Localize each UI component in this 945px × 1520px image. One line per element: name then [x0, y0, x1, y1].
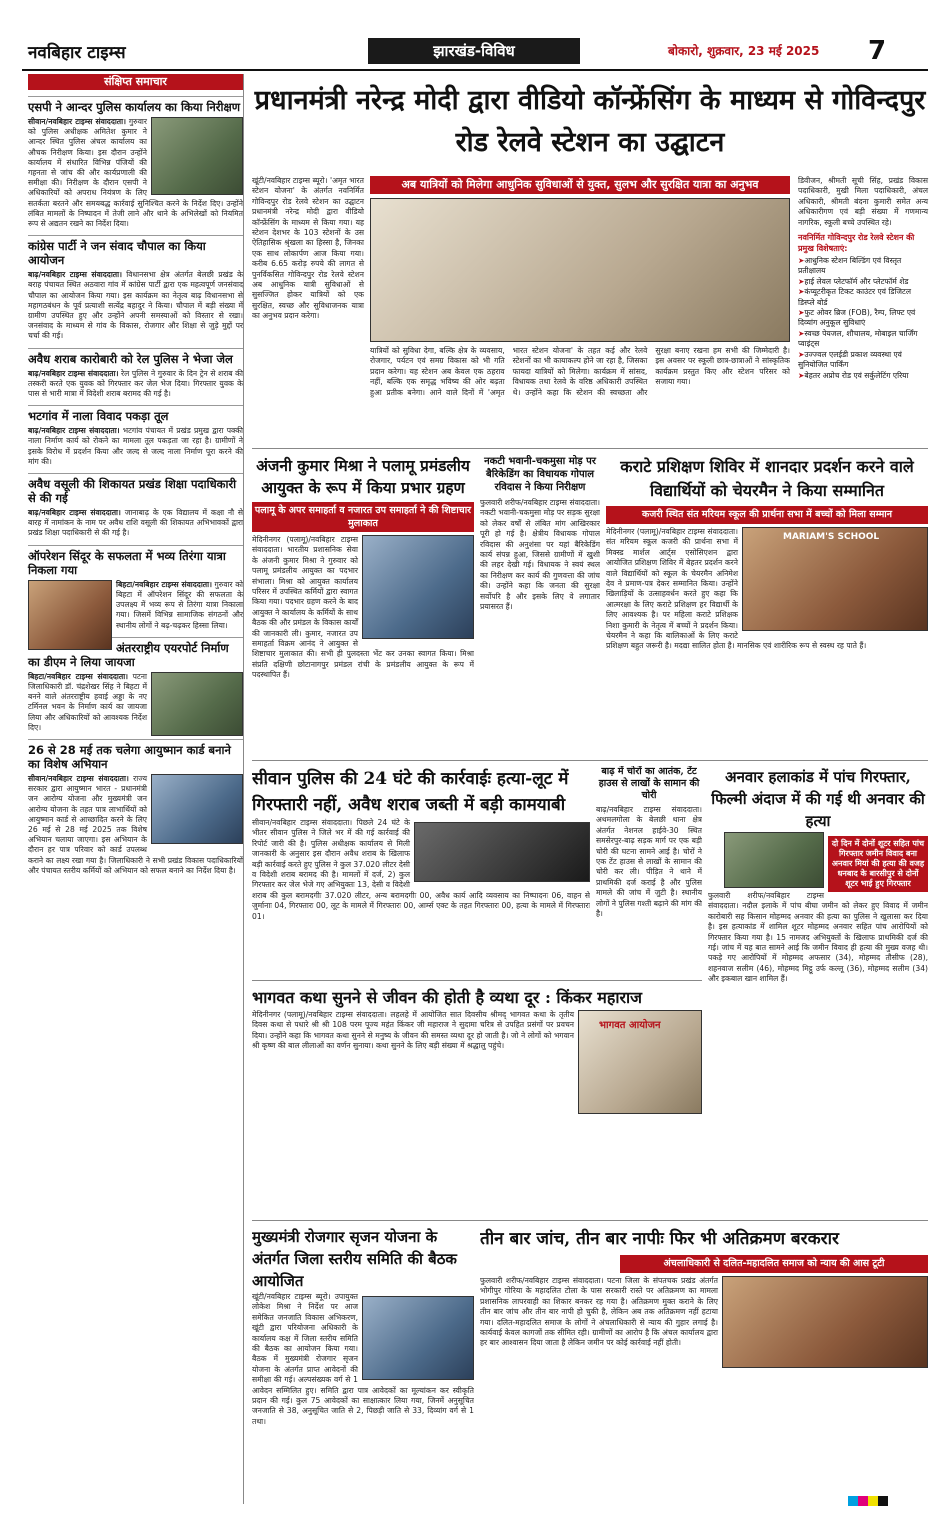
karate-photo	[742, 527, 928, 631]
brief-liquor-jail	[28, 348, 243, 400]
masthead	[0, 0, 945, 70]
mishra-photo	[362, 535, 474, 639]
story-ravidas	[480, 455, 600, 755]
brief-lead: बाढ़/नवबिहार टाइम्स संवाददाता।	[28, 508, 121, 518]
brief-body: विधानसभा क्षेत्र अंतर्गत बेलछी प्रखंड के बराह पंचायत स्थित अठवारा गांव में कांग्रेस पार्टी द्वारा एक महत्वपूर्ण जनसंवाद चौपाल का आयोजन किया गया। इस कार्यक्रम का नेतृत्व बाढ़ विधानसभा से महागठबंधन के पूर्व प्रत्याशी सत्येंद्र बहादुर ने किया। चौपाल में बड़ी संख्या में ग्रामीण उपस्थित हुए और उन्होंने अपनी समस्याओं को विस्तार से रखा। जनसंवाद के माध्यम से गांव के विकास, रोजगार और शिक्षा से जुड़े मुद्दों पर चर्चा की गई।	[28, 270, 243, 341]
brief-airport-dm	[28, 637, 243, 733]
karate-headline: कराटे प्रशिक्षण शिविर में शानदार प्रदर्शन करने वाले विद्यार्थियों को चेयरमैन ने किया सम्मानित	[620, 457, 914, 500]
divider	[252, 1220, 928, 1221]
brief-lead: बाढ़/नवबिहार टाइम्स संवाददाता।	[28, 426, 120, 436]
feature-item: ➤ उज्ज्वल एलईडी प्रकाश व्यवस्था एवं सुनियोजित पार्किंग	[798, 350, 928, 371]
brief-title: ऑपरेशन सिंदूर के सफलता में भव्य तिरंगा यात्रा निकला गया	[28, 545, 243, 577]
brief-body: भटगांव पंचायत में प्रखंड प्रमुख द्वारा पक्की नाला निर्माण कार्य को रोकने का मामला तूल पकड़ता जा रहा है। ग्रामीणों ने इसके विरोध में प्रदर्शन किया और जल्द से जल्द नाला निर्माण पूरा करने की मांग की।	[28, 426, 243, 466]
story-mishra	[252, 455, 474, 755]
brief-lead: बाढ़/नवबिहार टाइम्स संवाददाता।	[28, 368, 119, 378]
brief-body: जानाबाढ़ के एक विद्यालय में कक्षा नौ से बारह में नामांकन के नाम पर अवैध राशि वसूली की शिकायत अभिभावकों द्वारा प्रखंड शिक्षा पदाधिकारी से की गई है।	[28, 508, 244, 538]
feature-item: ➤ बेहतर अप्रोच रोड एवं सर्कुलेटिंग एरिया	[798, 371, 928, 381]
barh-headline: बाढ़ में चोरों का आतंक, टेंट हाउस से लाखों के सामान की चोरी	[598, 766, 700, 801]
masthead-rule	[22, 69, 928, 71]
anwar-sidebar-box: दो दिन में दोनों शूटर सहित पांच गिरफ्तार जमीन विवाद बना अनवार मियां की हत्या की वजह धनबाद के बारसीपुर से दोनों शूटर भाई हुए गिरफ्तार	[828, 836, 928, 892]
story-anwar	[708, 766, 928, 1216]
siwan-body: सीवान/नवबिहार टाइम्स संवाददाता। पिछले 24 घंटे के भीतर सीवान पुलिस ने जिले भर में की गई कार्रवाई की रिपोर्ट जारी की है। पुलिस अधीक्षक कार्यालय से मिली जानकारी के अनुसार इस दौरान अवैध शराब के खिलाफ बड़ी कार्रवाई करते हुए पुलिस ने कुल 37.020 लीटर देसी व विदेशी शराब बरामद की है। मामलों में दर्ज, 2) कुल गिरफ्तार कर जेल भेजे गए अभियुक्तः 13, देसी व विदेशी शराब की कुल बरामदगीः 37.020 लीटर, अन्य बरामदगीः 00, अवैध कार्य आदि व्यवसाय का निष्पादनः 06, वाहन से जुर्मानाः 04, गिरफ्तारः 00, लूट के मामले में गिरफ्तारः 00, आर्म्स एक्ट के तहत गिरफ्तारः 00, हत्या के मामले में गिरफ्तारः 01।	[252, 818, 590, 921]
feature-item: ➤ हाई लेवल प्लेटफॉर्म और प्लेटफॉर्म शेड	[798, 277, 928, 287]
print-registration-marks	[848, 1496, 888, 1506]
brief-title: अंतरराष्ट्रीय एयरपोर्ट निर्माण का डीएम ने लिया जायजा	[28, 637, 243, 669]
lead-body: यात्रियों को सुविधा देगा, बल्कि क्षेत्र के व्यवसाय, रोजगार, पर्यटन एवं समग्र विकास को भी गति प्रदान करेगा। यह स्टेशन अब केवल एक ठहराव नहीं, बल्कि एक समृद्ध भविष्य की ओर बढ़ता हुआ प्रतीक बनेगा। आने वाले दिनों में 'अमृत भारत स्टेशन योजना' के तहत कई और रेलवे स्टेशनों का भी कायाकल्प होने जा रहा है, जिसका फायदा यात्रियों को मिलेगा। कार्यक्रम में सांसद, विधायक तथा रेलवे के वरिष्ठ अधिकारी उपस्थित थे। उन्होंने कहा कि स्टेशन की स्वच्छता और सुरक्षा बनाए रखना हम सभी की जिम्मेदारी है। इस अवसर पर स्कूली छात्र-छात्राओं ने सांस्कृतिक कार्यक्रम प्रस्तुत किए और स्टेशन परिसर को सजाया गया।	[370, 346, 790, 397]
brief-drain-dispute	[28, 405, 243, 467]
lead-intro: खूंटी/नवबिहार टाइम्स ब्यूरो। 'अमृत भारत स्टेशन योजना' के अंतर्गत नवनिर्मित गोविन्दपुर रोड रेलवे स्टेशन का उद्घाटन प्रधानमंत्री नरेन्द्र मोदी द्वारा वीडियो कॉन्फ्रेंसिंग के माध्यम से किया गया। यह स्टेशन देशभर के 103 स्टेशनों के उस ऐतिहासिक श्रृंखला का हिस्सा है, जिनका एक साथ लोकार्पण आज किया गया। करीब 6.65 करोड़ रुपये की लागत से पुनर्विकसित गोविन्दपुर रोड रेलवे स्टेशन अब आधुनिक यात्री सुविधाओं से सुसज्जित होकर यात्रियों को एक सुरक्षित, स्वच्छ और सुविधाजनक यात्रा का अनुभव प्रदान करेगा।	[252, 176, 364, 321]
cm-photo	[362, 1296, 474, 1380]
kinkar-headline: भागवत कथा सुनने से जीवन की होती है व्यथा दूर : किंकर महाराज	[252, 988, 643, 1007]
brief-congress-chaupal	[28, 235, 243, 341]
story-karate	[606, 455, 928, 755]
brief-illegal-collection	[28, 473, 243, 539]
brief-title: भटगांव में नाला विवाद पकड़ा तूल	[28, 405, 243, 423]
story-siwan	[252, 766, 590, 976]
brief-title: 26 से 28 मई तक चलेगा आयुष्मान कार्ड बनाने का विशेष अभियान	[28, 739, 243, 771]
mishra-headline: अंजनी कुमार मिश्रा ने पलामू प्रमंडलीय आयुक्त के रूप में किया प्रभार ग्रहण	[256, 456, 470, 497]
brief-body: गुरुवार को पुलिस अधीक्षक अमितेश कुमार ने आन्दर स्थित पुलिस अंचल कार्यालय का औचक निरीक्षण किया। इस दौरान उन्होंने कार्यालय में संधारित विभिन्न पंजियों की गहनता से जांच की और कार्यप्रणाली की समीक्षा की। निरीक्षण के दौरान एसपी ने अधिकारियों को अपराध नियंत्रण के लिए सतर्कता बरतने और समयबद्ध कार्रवाई सुनिश्चित करने के निर्देश दिए। उन्होंने लंबित मामलों के निष्पादन में तेजी लाने और थाने के अभिलेखों को नियमित रूप से अद्यतन रखने का निर्देश दिया।	[28, 117, 243, 229]
story-encroachment	[480, 1226, 928, 1500]
siwan-headline: सीवान पुलिस की 24 घंटे की कार्रवाईः हत्या-लूट में गिरफ्तारी नहीं, अवैध शराब जब्ती में बड़ी कामयाबी	[252, 769, 569, 815]
brief-lead: बिहटा/नवबिहार टाइम्स संवाददाता।	[116, 579, 212, 589]
divider	[252, 980, 702, 981]
brief-photo	[151, 672, 243, 736]
brief-title: अवैध वसूली की शिकायत प्रखंड शिक्षा पदाधिकारी से की गई	[28, 473, 243, 505]
divider	[252, 448, 928, 449]
brief-title: अवैध शराब कारोबारी को रेल पुलिस ने भेजा जेल	[28, 348, 243, 366]
dateline: बोकारो, शुक्रवार, 23 मई 2025	[668, 44, 820, 58]
story-cm-rozgar	[252, 1226, 474, 1500]
karate-subhead: कजरी स्थित संत मरियम स्कूल की प्रार्थना सभा में बच्चों को मिला सम्मान	[606, 506, 928, 524]
brief-sp-inspection	[28, 96, 243, 229]
brief-photo	[151, 117, 243, 195]
encroach-body: फुलवारी शरीफ/नवबिहार टाइम्स संवाददाता। पटना जिला के संपतचक प्रखंड अंतर्गत भोगीपुर गोरिया के महादलित टोला के पास सरकारी रास्ते पर अतिक्रमण का मामला प्रशासनिक लापरवाही का शिकार बनकर रह गया है। अतिक्रमण मुक्त कराने के लिए तीन बार जांच और तीन बार नापी हो चुकी है, लेकिन अब तक अतिक्रमण नहीं हटाया गया। दलित-महादलित समाज के लोगों ने अंचलाधिकारी से न्याय की गुहार लगाई है। कार्यवाई केवल कागजों तक सीमित रही। ग्रामीणों का आरोप है कि अंचल कार्यालय द्वारा हर बार आश्वासन दिया जाता है लेकिन जमीन पर कोई कार्रवाई नहीं होती।	[480, 1276, 718, 1348]
ravidas-headline: नकटी भवानी-चकमुसा मोड़ पर बैरिकेडिंग का विधायक गोपाल रविदास ने किया निरीक्षण	[484, 456, 596, 493]
encroach-subhead: अंचलाधिकारी से दलित-महादलित समाज को न्याय की आस टूटी	[620, 1255, 928, 1273]
lead-story	[252, 80, 928, 440]
encroach-headline: तीन बार जांच, तीन बार नापीः फिर भी अतिक्रमण बरकरार	[480, 1229, 839, 1249]
barh-body: बाढ़/नवबिहार टाइम्स संवाददाता। अथमलगोला के बेलछी थाना क्षेत्र अंतर्गत नेशनल हाईवे-30 स्थित समसेरपुर-बाढ़ सड़क मार्ग पर एक बड़ी चोरी की घटना सामने आई है। चोरों ने एक टेंट हाउस से लाखों के सामान की चोरी कर ली। पीड़ित ने थाने में प्राथमिकी दर्ज कराई है और पुलिस मामले की जांच में जुटी है। स्थानीय लोगों ने पुलिस गश्ती बढ़ाने की मांग की है।	[596, 805, 702, 919]
kinkar-photo	[578, 1010, 702, 1114]
brief-body: रेल पुलिस ने गुरुवार के दिन ट्रेन से शराब की तस्करी करते एक युवक को गिरफ्तार कर जेल भेज दिया। गिरफ्तार युवक के पास से भारी मात्रा में विदेशी शराब बरामद की गई है।	[28, 368, 243, 399]
brief-body: पटना जिलाधिकारी डॉ. चंद्रशेखर सिंह ने बिहटा में बनने वाले अंतरराष्ट्रीय हवाई अड्डा के नए टर्मिनल भवन के निर्माण कार्य का जायजा लिया और अधिकारियों को आवश्यक निर्देश दिए।	[28, 671, 147, 732]
briefs-sidebar	[28, 74, 244, 1504]
mishra-body: मेदिनीनगर (पलामू)/नवबिहार टाइम्स संवाददाता। भारतीय प्रशासनिक सेवा के अंजनी कुमार मिश्रा ने गुरुवार को पलामू प्रमंडलीय आयुक्त का पदभार संभाला। मिश्रा को आयुक्त कार्यालय परिसर में उपस्थित कर्मियों द्वारा स्वागत किया गया। पदभार ग्रहण करने के बाद आयुक्त ने कार्यालय के कर्मियों के साथ बैठक की और प्रमंडल के विकास कार्यों की जानकारी ली। कुमार, नजारत उप समाहर्ता विक्रम आनंद ने आयुक्त से शिष्टाचार मुलाकात की। सभी ही पुलदस्ता भेंट कर उनका स्वागत किया। मिश्रा संप्रति दक्षिणी छोटानागपुर प्रमंडल रांची के प्रमंडलीय आयुक्त के रूप में पदस्थापित हैं।	[252, 535, 474, 680]
story-barh-theft	[596, 766, 702, 976]
feature-item: ➤ कंप्यूटरीकृत टिकट काउंटर एवं डिजिटल डिस्प्ले बोर्ड	[798, 287, 928, 308]
features-title: नवनिर्मित गोविन्दपुर रोड रेलवे स्टेशन की प्रमुख विशेषताएं:	[798, 233, 915, 254]
lead-banner: अब यात्रियों को मिलेगा आधुनिक सुविधाओं से युक्त, सुलभ और सुरक्षित यात्रा का अनुभव	[370, 176, 790, 194]
brief-lead: सीवान/नवबिहार टाइम्स संवाददाता।	[28, 117, 126, 126]
divider	[252, 760, 928, 761]
siwan-photo	[414, 822, 590, 882]
encroach-photo	[722, 1276, 928, 1368]
anwar-body: फुलवारी शरीफ/नवबिहार टाइम्स संवाददाता। नदौल इलाके में पांच बीघा जमीन को लेकर हुए विवाद में जमीन कारोबारी सह किसान मोहम्मद अनवार की हत्या का पुलिस ने खुलासा कर दिया है। इस हत्याकांड में शामिल शूटर मोहम्मद अनवार सहित पांच आरोपियों को गिरफ्तार किया गया है। 15 नामजद अभियुक्तों के खिलाफ प्राथमिकी दर्ज की गई। जांच में यह बात सामने आई कि जमीन विवाद ही हत्या की मुख्य वजह थी। पकड़े गए आरोपियों में मोहम्मद अफसार (34), मोहम्मद तौसीफ (28), शहनवाज सलीम (46), मोहम्मद मिट्ठू उर्फ कल्लू (36), मोहम्मद सलीम (34) और इकबाल खान शामिल हैं।	[708, 891, 928, 984]
brief-photo	[28, 580, 112, 650]
story-kinkar	[252, 986, 702, 1216]
karate-body: मेदिनीनगर (पलामू)/नवबिहार टाइम्स संवाददाता। संत मरियम स्कूल कजरी की प्रार्थना सभा में मिक्स्ड मार्शल आर्ट्स एसोसिएशन द्वारा आयोजित प्रशिक्षण शिविर में बेहतर प्रदर्शन करने वाले विद्यार्थियों को स्कूल के चेयरमैन अनिमेश देव ने प्रमाण-पत्र देकर सम्मानित किया। उन्होंने खिलाड़ियों के उत्साहवर्धन करते हुए कहा कि आत्मरक्षा के लिए कराटे प्रशिक्षण हर विद्यार्थी के लिए आवश्यक है। पर महिला कराटे प्रशिक्षक निशा कुमारी के नेतृत्व में बच्चों ने प्रदर्शन किया। चेयरमैन ने कहा कि बालिकाओं के लिए कराटे प्रशिक्षण बहुत जरूरी है। मदद्या सालित होता है। मानसिक एवं शारीरिक रूप से स्वस्थ रह पाते हैं।	[606, 527, 867, 651]
lead-body-right: डिवीजन, श्रीमती सूची सिंह, प्रखंड विकास पदाधिकारी, मुखी मिला पदाधिकारी, अंचल अधिकारी, श्रीमती बंदना कुमारी समेत अन्य अधिकारीगण एवं बड़ी संख्या में गणमान्य नागरिक, स्कूली बच्चे उपस्थित रहे।	[798, 176, 928, 227]
paper-name: नवबिहार टाइम्स	[28, 43, 126, 63]
brief-lead: सीवान/नवबिहार टाइम्स संवाददाता।	[28, 773, 129, 783]
brief-lead: बिहटा/नवबिहार टाइम्स संवाददाता।	[28, 671, 129, 681]
anwar-headline: अनवार हलाकांड में पांच गिरफ्तार, फिल्मी अंदाज में की गई थी अनवार की हत्या	[711, 768, 925, 830]
karate-photo-banner: MARIAM'S SCHOOL	[783, 532, 880, 542]
sidebar-heading: संक्षिप्त समाचार	[28, 74, 243, 90]
ravidas-body: फुलवारी शरीफ/नवबिहार टाइम्स संवाददाता। नकटी भवानी-चकमुसा मोड़ पर सड़क सुरक्षा को लेकर वर्षों से लंबित मांग आखिरकार पूरी हो गई है। क्षेत्रीय विधायक गोपाल रविदास की अनुशंसा पर यहां बैरिकेडिंग कार्य संपन्न हुआ, जिससे ग्रामीणों में खुशी की लहर देखी गई। विधायक ने स्वयं स्थल का निरीक्षण कर कार्य की गुणवत्ता की जांच की। उन्होंने कहा कि जनता की सुरक्षा सर्वोपरि है और इसके लिए वे लगातार प्रयासरत हैं।	[480, 498, 600, 612]
kinkar-body: मेदिनीनगर (पलामू)/नवबिहार टाइम्स संवाददाता। लहलहे में आयोजित सात दिवसीय श्रीमद् भागवत कथा के तृतीय दिवस कथा से पधारे श्री श्री 108 परम पूज्य महंत किंकर जी महाराज ने सुदामा चरित्र से उपहित प्रसंगों पर प्रवचन दिया। उन्होंने कहा कि भागवत कथा सुनने से मनुष्य के जीवन की समस्त व्यथा दूर हो जाती है। जो ने लोगों को भगवान श्री कृष्ण की बाल लीलाओं का वर्णन सुनाया। कथा सुनने के लिए बड़ी संख्या में श्रद्धालु पहुंचे।	[252, 1010, 574, 1051]
brief-title: एसपी ने आन्दर पुलिस कार्यालय का किया निरीक्षण	[28, 96, 243, 114]
brief-photo	[151, 774, 243, 844]
lead-headline: प्रधानमंत्री नरेन्द्र मोदी द्वारा वीडियो कॉन्फ्रेंसिंग के माध्यम से गोविन्दपुर रोड रेलवे स्टेशन का उद्घाटन	[254, 85, 926, 158]
cm-headline: मुख्यमंत्री रोजगार सृजन योजना के अंतर्गत जिला स्तरीय समिति की बैठक आयोजित	[252, 1228, 457, 1290]
anwar-photo	[724, 832, 824, 888]
mishra-subhead: पलामू के अपर समाहर्ता व नजारत उप समाहर्ता ने की शिष्टाचार मुलाकात	[252, 502, 474, 532]
feature-item: ➤ आधुनिक स्टेशन बिल्डिंग एवं विस्तृत प्रतीक्षालय	[798, 256, 928, 277]
section-banner: झारखंड-विविध	[368, 38, 580, 64]
cm-body: खूंटी/नवबिहार टाइम्स ब्यूरो। उपायुक्त लोकेश मिश्रा ने निर्देश पर आज समेकित जनजाति विकास अभिकरण, खूंटी द्वारा परियोजना अधिकारी के कार्यालय कक्ष में जिला स्तरीय समिति की बैठक का आयोजन किया गया। बैठक में मुख्यमंत्री रोजगार सृजन योजना के अंतर्गत प्राप्त आवेदनों की समीक्षा की गई। अल्पसंख्यक वर्ग से 1 आवेदन सम्मिलित हुए। समिति द्वारा पात्र आवेदकों का मूल्यांकन कर स्वीकृति प्रदान की गई। कुल 75 आवेदकों का साक्षात्कार लिया गया, जिनमें अनुसूचित जनजाति से 38, अनुसूचित जाति से 2, पिछड़ी जाति से 33, दिव्यांग वर्ग से 1 तथा।	[252, 1292, 474, 1426]
feature-item: ➤ फुट ओवर ब्रिज (FOB), रैम्प, लिफ्ट एवं दिव्यांग अनुकूल सुविधाएं	[798, 308, 928, 329]
brief-title: कांग्रेस पार्टी ने जन संवाद चौपाल का किया आयोजन	[28, 235, 243, 267]
page-number: 7	[868, 36, 887, 66]
lead-photo	[370, 198, 790, 342]
brief-lead: बाढ़/नवबिहार टाइम्स संवाददाता।	[28, 270, 122, 280]
brief-ayushman-card	[28, 739, 243, 876]
feature-item: ➤ स्वच्छ पेयजल, शौचालय, मोबाइल चार्जिंग प्वाइंट्स	[798, 329, 928, 350]
features-list	[798, 256, 928, 381]
brief-tiranga-yatra	[28, 545, 243, 631]
brief-body: राज्य सरकार द्वारा आयुष्मान भारत - प्रधानमंत्री जन आरोग्य योजना और मुख्यमंत्री जन आरोग्य योजना के तहत पात्र लाभार्थियों को आयुष्मान कार्ड से आच्छादित करने के लिए 26 मई से 28 मई 2025 तक विशेष अभियान चलाया जाएगा। इस अभियान के दौरान हर पात्र परिवार को कार्ड उपलब्ध कराने का लक्ष्य रखा गया है। जिलाधिकारी ने सभी प्रखंड विकास पदाधिकारियों और पंचायत स्तरीय कर्मियों को अभियान को सफल बनाने का निर्देश दिया है।	[28, 773, 243, 875]
kinkar-photo-banner: भागवत आयोजन	[599, 1020, 661, 1031]
brief-body: गुरुवार को बिहटा में ऑपरेशन सिंदूर की सफलता के उपलक्ष्य में भव्य रूप से तिरंगा यात्रा निकाला गया। जिसमें विभिन्न सामाजिक संगठनों और स्थानीय लोगों ने बढ़-चढ़कर हिस्सा लिया।	[116, 579, 243, 630]
